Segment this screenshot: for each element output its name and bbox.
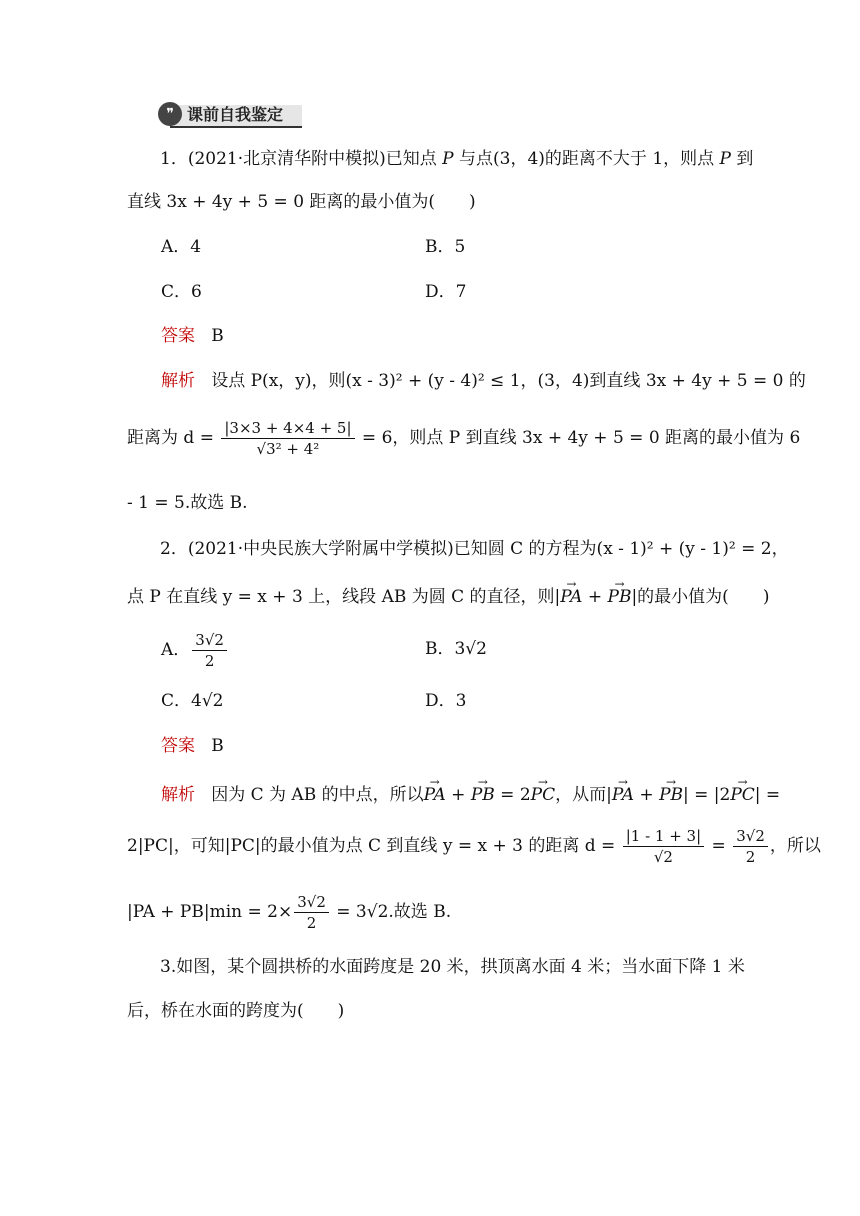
q3-stem-line2: 后，桥在水面的跨度为( ) — [127, 1001, 345, 1021]
q1-option-b: B．5 — [425, 237, 466, 257]
q2-option-b: B．3√2 — [425, 639, 487, 659]
q1-option-d: D．7 — [425, 282, 467, 302]
q2-analysis-line1: 解析 因为 C 为 AB 的中点，所以→ PA + → PB = 2→ PC，从而|→ PA + → PB| = |2→ PC| = — [161, 783, 780, 807]
section-title: 课前自我鉴定 — [187, 105, 284, 124]
q1-analysis-line2: 距离为 d = $\frac{|3\times 3 + 4\times 4 + 5|}{\text{√3² + 4²}}$ = 6，则点 P 到直线 3x + 4y + 5 = 0 距离的最小值为 6 — [127, 419, 801, 458]
q3-stem-line1: 3.如图，某个圆拱桥的水面跨度是 20 米，拱顶离水面 4 米；当水面下降 1 米 — [160, 957, 745, 977]
q2-stem-line1: 2．(2021·中央民族大学附属中学模拟)已知圆 C 的方程为(x - 1)² + (y - 1)² = 2， — [160, 539, 789, 559]
q1-analysis-line3: - 1 = 5.故选 B. — [127, 493, 248, 513]
q2-answer: 答案 B — [161, 736, 224, 756]
analysis-label: 解析 — [161, 785, 195, 805]
q1-distance-fraction: $\frac{|3\times 3 + 4\times 4 + 5|}{\text{√3² + 4²}}$ — [221, 418, 354, 459]
answer-label: 答案 — [161, 736, 195, 756]
q2-option-d: D．3 — [425, 691, 467, 711]
chat-bubble-icon: ❞ — [158, 102, 182, 126]
answer-label: 答案 — [161, 326, 195, 346]
q2-stem-line2: 点 P 在直线 y = x + 3 上，线段 AB 为圆 C 的直径，则|→ PA + → PB|的最小值为( ) — [127, 585, 769, 609]
q2-option-a: A． $\frac{3√2}{2}$ — [161, 630, 229, 671]
q1-option-a: A．4 — [161, 237, 202, 257]
section-header — [158, 100, 304, 128]
q1-stem-line2: 直线 3x + 4y + 5 = 0 距离的最小值为( ) — [127, 192, 476, 212]
q2-analysis-line2: 2|PC|，可知|PC|的最小值为点 C 到直线 y = x + 3 的距离 d = $\frac{|1 - 1 + 3|}{√2}$ = $\frac{3√2}{2}$ ，所以 — [127, 827, 821, 866]
q2-analysis-line3: |PA + PB|min = 2× $\frac{3√2}{2}$ = 3√2.故选 B. — [127, 893, 452, 932]
q1-answer: 答案 B — [161, 326, 224, 346]
q2-option-c: C．4√2 — [161, 691, 224, 711]
q1-analysis-line1: 解析 设点 P(x，y)，则(x - 3)² + (y - 4)² ≤ 1，(3，4)到直线 3x + 4y + 5 = 0 的 — [161, 371, 806, 391]
q1-option-c: C．6 — [161, 282, 202, 302]
q1-stem-line1: 1．(2021·北京清华附中模拟)已知点 P 与点(3，4)的距离不大于 1，则点 P 到 — [160, 149, 754, 169]
analysis-label: 解析 — [161, 371, 195, 391]
